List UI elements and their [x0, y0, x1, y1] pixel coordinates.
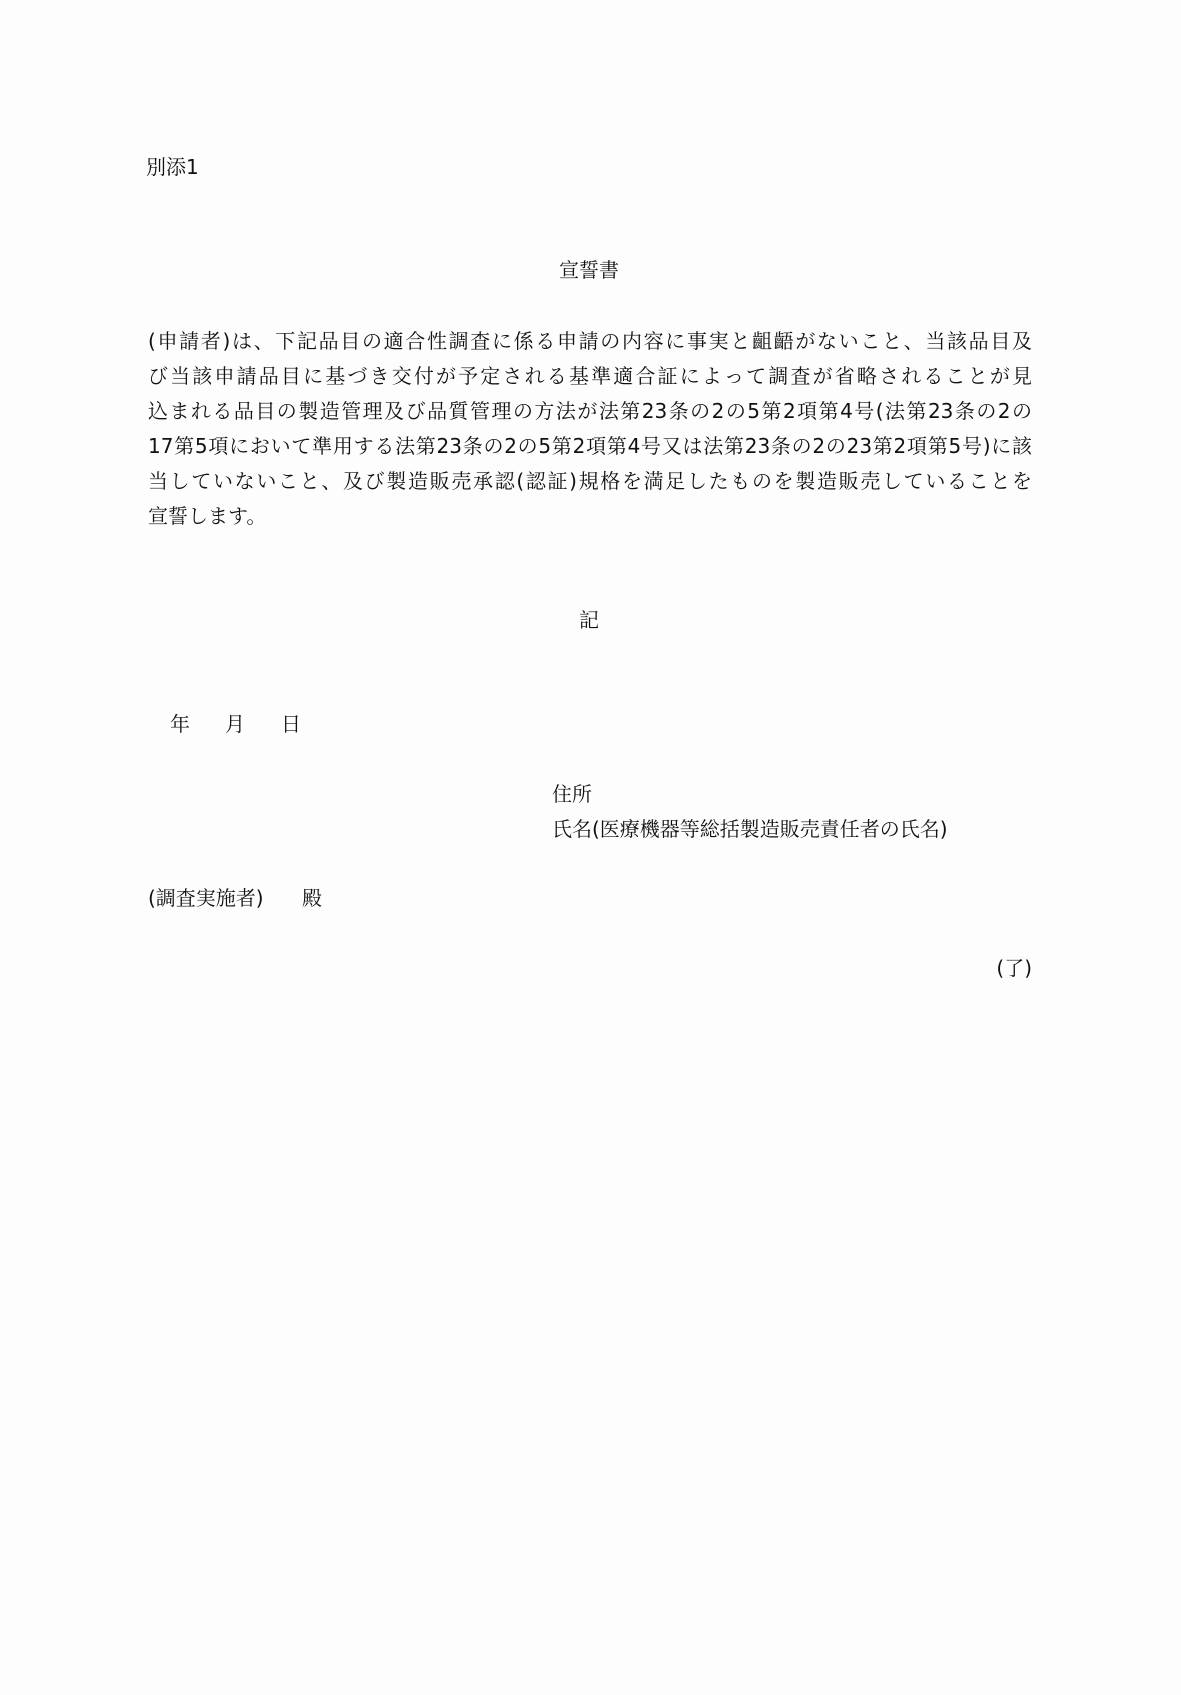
body-line: (申請者)は、下記品目の適合性調査に係る申請の内容に事実と齟齬がないこと、当該品目及	[148, 329, 1032, 353]
body-line: 17第5項において準用する法第23条の2の5第2項第4号又は法第23条の2の23第2項第5号)に該	[148, 434, 1032, 458]
body-line: 当していないこと、及び製造販売承認(認証)規格を満足したものを製造販売していることを	[148, 469, 1032, 493]
body-line: 宣誓します。	[148, 504, 267, 528]
addressee-name: (調査実施者)	[148, 886, 264, 910]
date-year: 年	[170, 712, 190, 736]
name-label: 氏名(医療機器等総括製造販売責任者の氏名)	[552, 817, 948, 841]
body-line: び当該申請品目に基づき交付が予定される基準適合証によって調査が省略されることが見	[148, 364, 1032, 388]
addressee-honorific: 殿	[302, 886, 322, 910]
date-day: 日	[281, 712, 301, 736]
date-month: 月	[225, 712, 245, 736]
document-title: 宣誓書	[559, 258, 619, 282]
address-label: 住所	[552, 782, 592, 806]
body-line: 込まれる品目の製造管理及び品質管理の方法が法第23条の2の5第2項第4号(法第23条の2の	[148, 399, 1032, 423]
record-heading: 記	[579, 608, 599, 632]
closing-mark: (了)	[996, 956, 1032, 980]
attachment-label: 別添1	[146, 155, 199, 179]
